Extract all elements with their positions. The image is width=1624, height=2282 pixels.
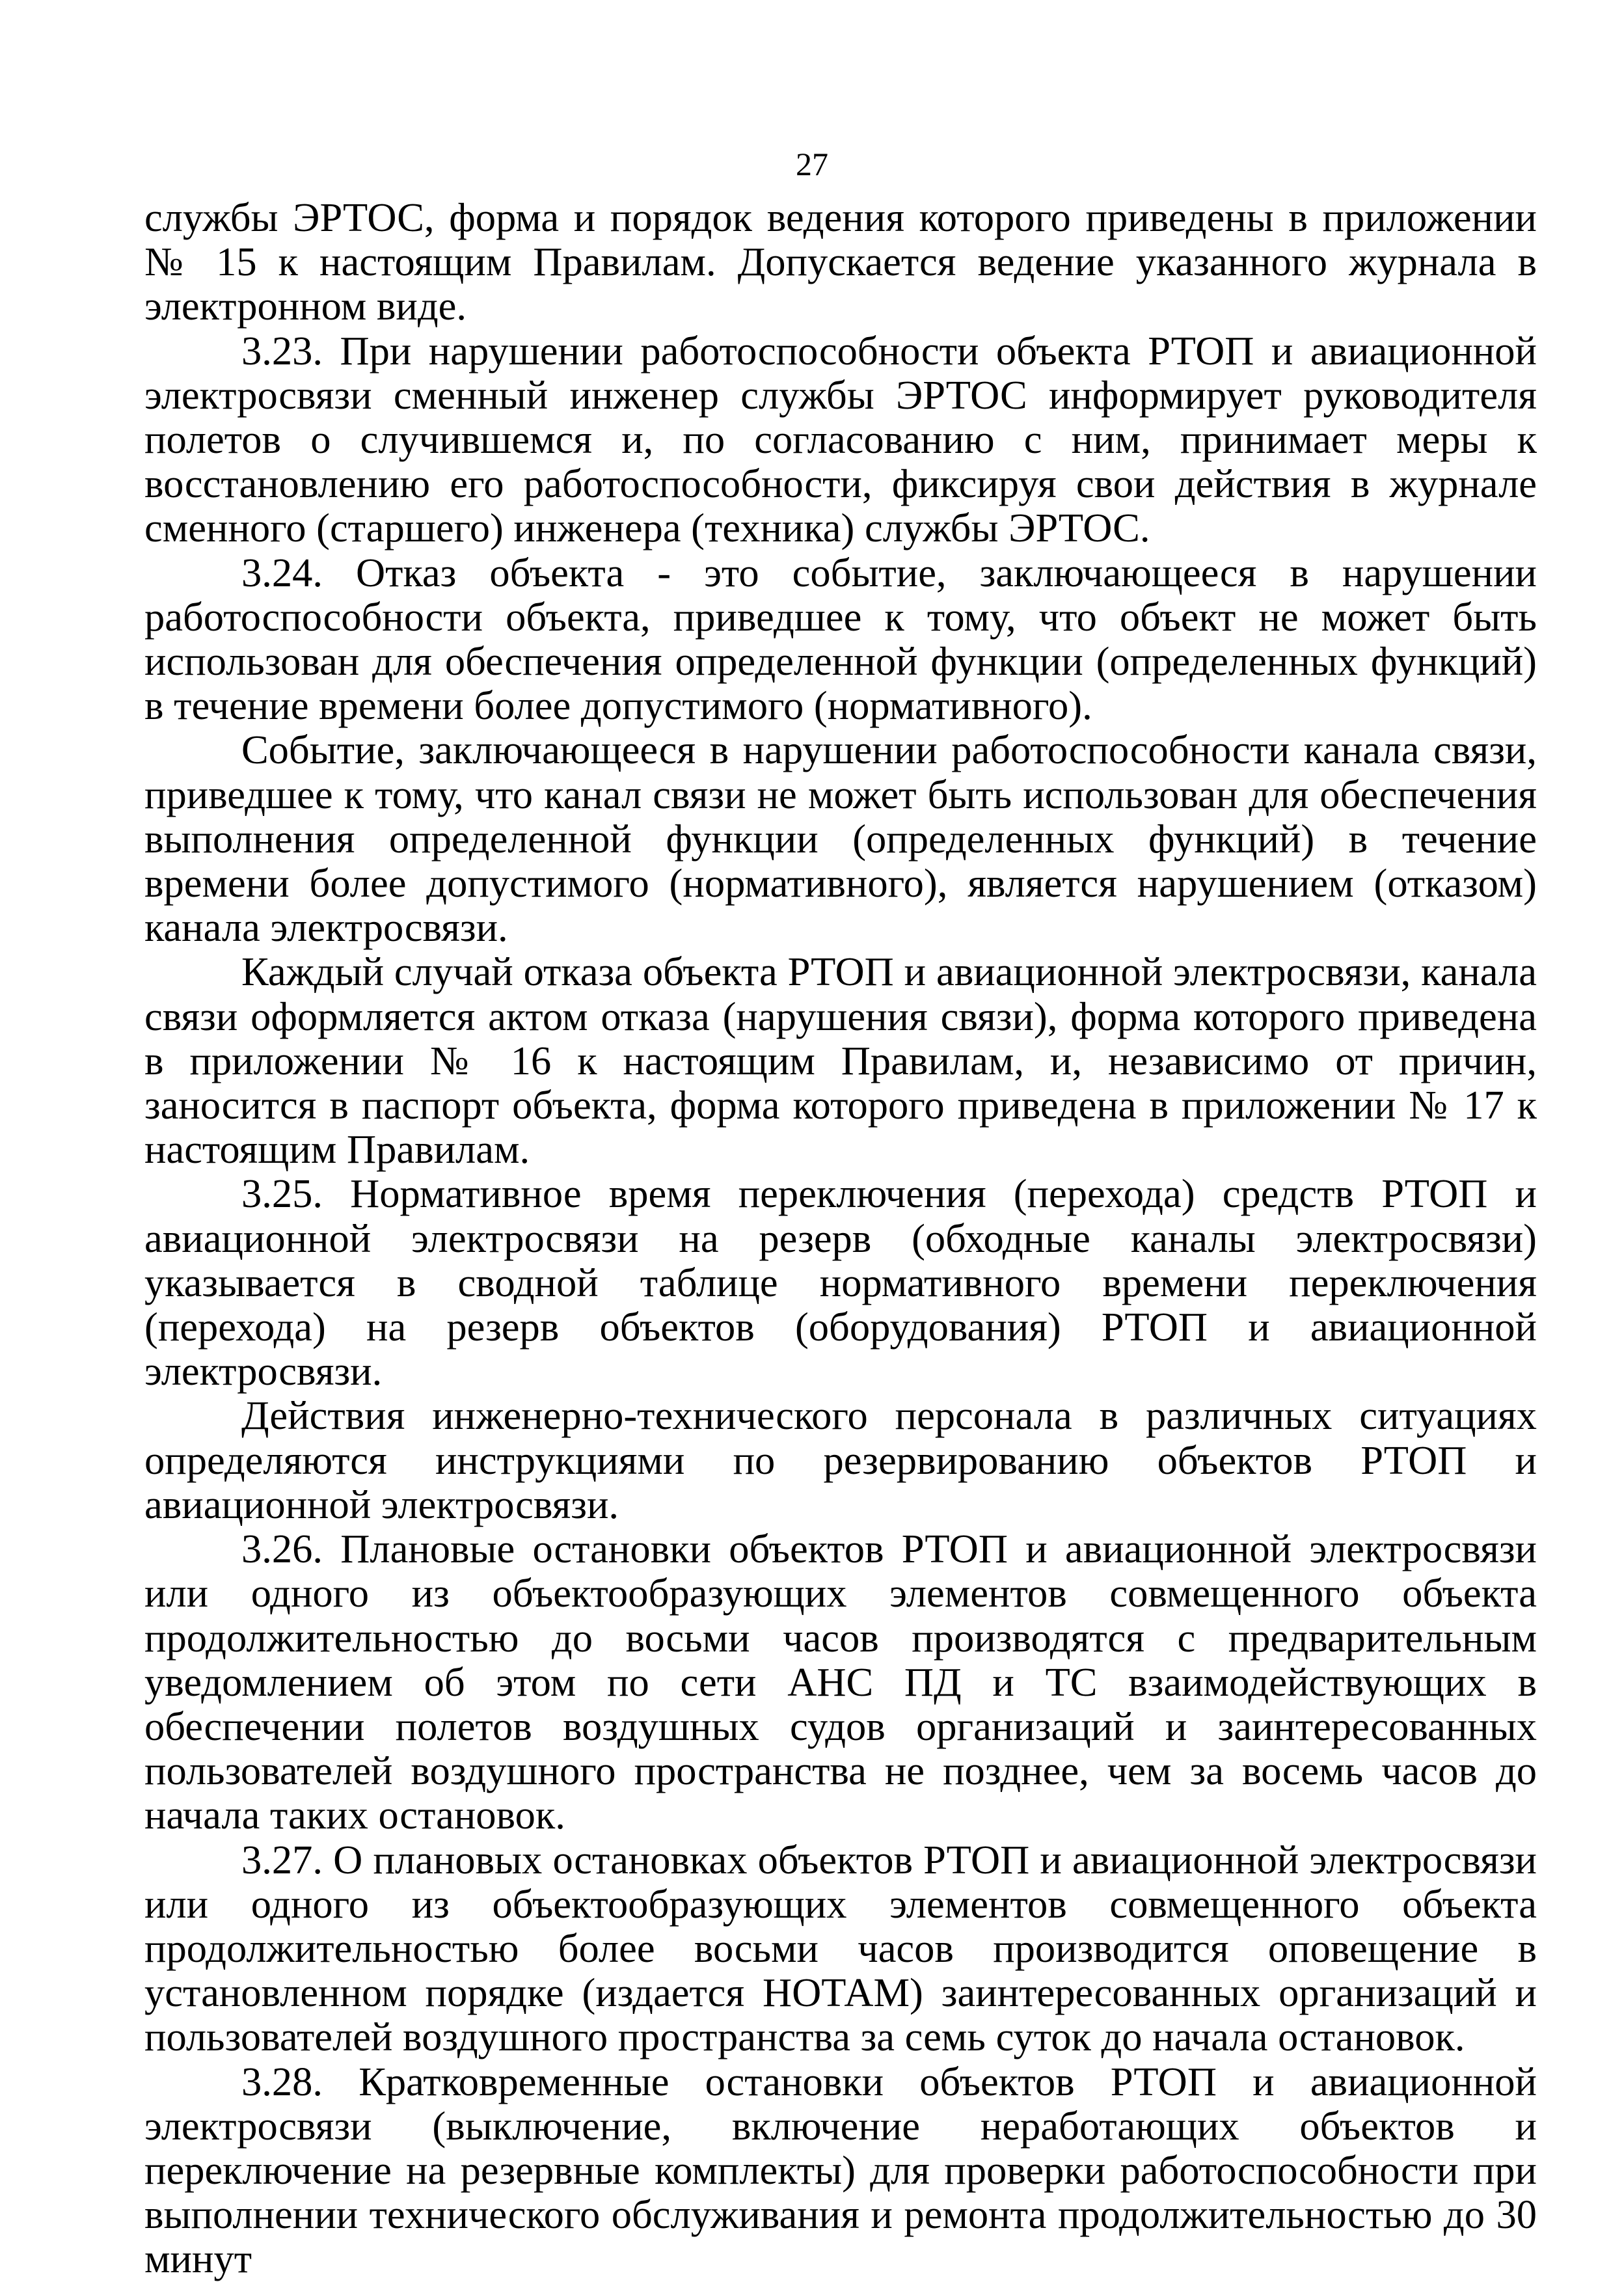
paragraph-3-24-event: Событие, заключающееся в нарушении работоспособности канала связи, приведшее к тому, что канал связи не может быть использован для обеспечения выполнения определенной функции (определенных функций) в течение времени более допустимого (нормативного), является нарушением (отказом) канала электросвязи. [144, 727, 1537, 951]
document-body [144, 195, 1537, 2281]
paragraph-3-28: 3.28. Кратковременные остановки объектов РТОП и авиационной электросвязи (выключение, включение неработающих объектов и переключение на резервные комплекты) для проверки работоспособности при выполнении технического обслуживания и ремонта продолжительностью до 30 минут [144, 2058, 1537, 2282]
paragraph-3-23: 3.23. При нарушении работоспособности объекта РТОП и авиационной электросвязи сменный инженер службы ЭРТОС информирует руководителя полетов о случившемся и, по согласованию с ним, принимает меры к восстановлению его работоспособности, фиксируя свои действия в журнале сменного (старшего) инженера (техника) службы ЭРТОС. [144, 327, 1537, 551]
paragraph-3-24: 3.24. Отказ объекта - это событие, заключающееся в нарушении работоспособности объекта, приведшее к тому, что объект не может быть использован для обеспечения определенной функции (определенных функций) в течение времени более допустимого (нормативного). [144, 549, 1537, 729]
paragraph-continuation: службы ЭРТОС, форма и порядок ведения которого приведены в приложении № 15 к настоящим Правилам. Допускается ведение указанного журнала в электронном виде. [144, 195, 1537, 329]
paragraph-3-24-act: Каждый случай отказа объекта РТОП и авиационной электросвязи, канала связи оформляется актом отказа (нарушения связи), форма которого приведена в приложении № 16 к настоящим Правилам, и, независимо от причин, заносится в паспорт объекта, форма которого приведена в приложении № 17 к настоящим Правилам. [144, 949, 1537, 1173]
page-number: 27 [796, 146, 828, 182]
paragraph-3-26: 3.26. Плановые остановки объектов РТОП и авиационной электросвязи или одного из объектообразующих элементов совмещенного объекта продолжительностью до восьми часов производятся с предварительным уведомлением об этом по сети АНС ПД и ТС взаимодействующих в обеспечении полетов воздушных судов организаций и заинтересованных пользователей воздушного пространства не позднее, чем за восемь часов до начала таких остановок. [144, 1526, 1537, 1838]
paragraph-3-25-actions: Действия инженерно-технического персонала в различных ситуациях определяются инструкциями по резервированию объектов РТОП и авиационной электросвязи. [144, 1392, 1537, 1527]
paragraph-3-27: 3.27. О плановых остановках объектов РТОП и авиационной электросвязи или одного из объектообразующих элементов совмещенного объекта продолжительностью более восьми часов производится оповещение в установленном порядке (издается НОТАМ) заинтересованных организаций и пользователей воздушного пространства за семь суток до начала остановок. [144, 1836, 1537, 2060]
paragraph-3-25: 3.25. Нормативное время переключения (перехода) средств РТОП и авиационной электросвязи на резерв (обходные каналы электросвязи) указывается в сводной таблице нормативного времени переключения (перехода) на резерв объектов (оборудования) РТОП и авиационной электросвязи. [144, 1171, 1537, 1394]
